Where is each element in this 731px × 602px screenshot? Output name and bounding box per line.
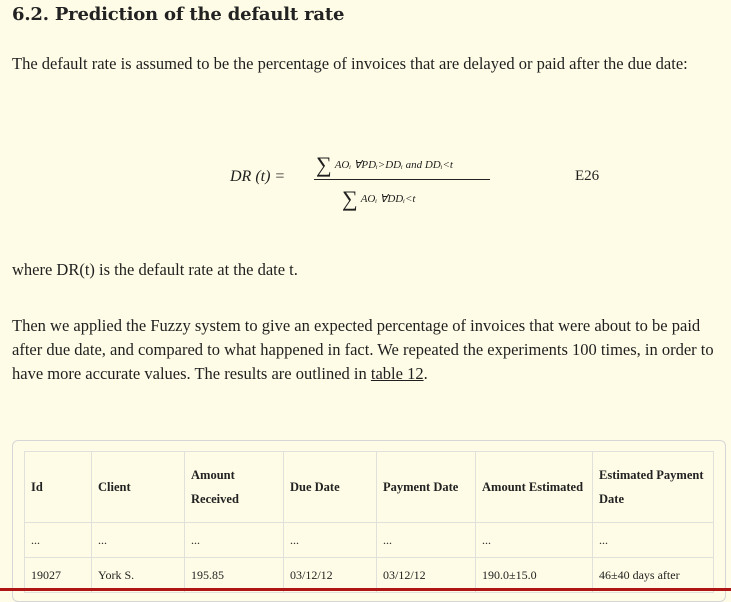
definition-paragraph: where DR(t) is the default rate at the date t.	[12, 260, 298, 279]
header-id: Id	[25, 452, 92, 523]
results-text: Then we applied the Fuzzy system to give an expected percentage of invoices that were about to be paid after due date, and compared to what happened in fact. We repeated the experiments 100 times, in order to have more accurate values. The results are outlined in	[12, 316, 714, 383]
cell-payment-date: ...	[377, 523, 476, 558]
equation-denominator	[342, 186, 415, 212]
table-header-row	[25, 452, 714, 523]
table-12-link[interactable]: table 12	[370, 364, 424, 383]
fraction-bar	[314, 179, 490, 180]
header-due-date: Due Date	[284, 452, 377, 523]
numerator-text: AOᵢ ∀PDᵢ>DDᵢ and DDᵢ<t	[334, 159, 453, 171]
results-paragraph	[12, 314, 724, 386]
sigma-symbol-2: ∑	[342, 186, 358, 211]
cell-amount-estimated: 190.0±15.0	[476, 558, 593, 593]
cell-due-date: 03/12/12	[284, 558, 377, 593]
header-payment-date: Payment Date	[377, 452, 476, 523]
equation-lhs: DR (t) =	[230, 168, 286, 185]
cell-estimated-payment-date: 46±40 days after	[593, 558, 714, 593]
cell-amount-received: 195.85	[185, 558, 284, 593]
equation-e26	[230, 150, 610, 214]
table-container	[12, 440, 726, 602]
header-estimated-payment-date: Estimated Payment Date	[593, 452, 714, 523]
results-end: .	[423, 364, 428, 383]
section-title: 6.2. Prediction of the default rate	[12, 4, 345, 25]
equation-numerator	[316, 152, 453, 178]
cell-amount-estimated: ...	[476, 523, 593, 558]
cell-id: ...	[25, 523, 92, 558]
table-row	[25, 523, 714, 558]
equation-fraction	[302, 150, 482, 214]
cell-payment-date: 03/12/12	[377, 558, 476, 593]
equation-tag: E26	[575, 168, 600, 184]
cell-amount-received: ...	[185, 523, 284, 558]
header-amount-estimated: Amount Estimated	[476, 452, 593, 523]
cell-client: York S.	[92, 558, 185, 593]
cell-due-date: ...	[284, 523, 377, 558]
results-table	[24, 451, 714, 593]
header-amount-received: Amount Received	[185, 452, 284, 523]
cell-id: 19027	[25, 558, 92, 593]
cell-client: ...	[92, 523, 185, 558]
cell-estimated-payment-date: ...	[593, 523, 714, 558]
denominator-text: AOᵢ ∀DDᵢ<t	[360, 193, 416, 205]
header-client: Client	[92, 452, 185, 523]
sigma-symbol: ∑	[316, 152, 332, 177]
intro-paragraph: The default rate is assumed to be the percentage of invoices that are delayed or paid after the due date:	[12, 54, 688, 73]
